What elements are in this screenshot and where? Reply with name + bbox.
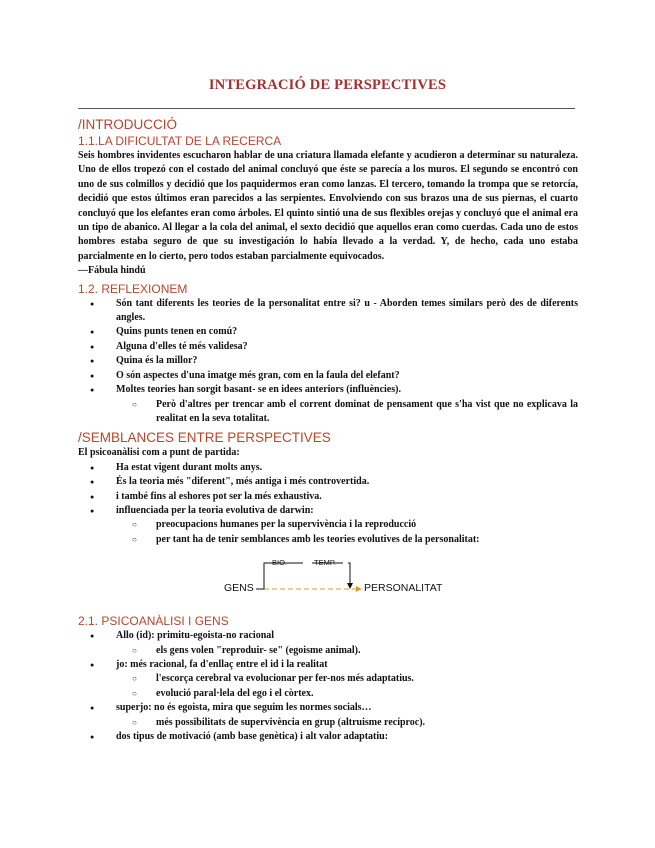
diagram-label-personalitat: PERSONALITAT bbox=[364, 582, 443, 595]
list-item: ● O són aspectes d'una imatge més gran, com en la faula del elefant? bbox=[78, 369, 578, 383]
title-divider bbox=[78, 108, 575, 109]
list-sub-item: ○ l'escorça cerebral va evolucionar per fer-nos més adaptatius. bbox=[78, 672, 578, 686]
diagram-arrowhead bbox=[347, 583, 353, 589]
list-item: ● Alguna d'elles té més validesa? bbox=[78, 340, 578, 354]
diagram-temp-path bbox=[348, 563, 350, 585]
reflexionem-list bbox=[78, 297, 578, 427]
page-title: INTEGRACIÓ DE PERSPECTIVES bbox=[208, 77, 447, 93]
subsection-heading-reflexionem: 1.2. REFLEXIONEM bbox=[78, 281, 188, 296]
list-sub-item: ○ per tant ha de tenir semblances amb les teories evolutives de la personalitat: bbox=[78, 533, 578, 547]
list-sub-item: ○ més possibilitats de supervivència en grup (altruisme recíproc). bbox=[78, 716, 578, 730]
list-item: ● Ha estat vigent durant molts anys. bbox=[78, 461, 578, 475]
list-item: ● Moltes teories han sorgit basant- se en idees anteriors (influències). bbox=[78, 383, 578, 397]
list-item: ● Són tant diferents les teories de la personalitat entre si? u - Aborden temes similars però des de diferents angles. bbox=[78, 297, 578, 326]
diagram-dashed-arrowhead bbox=[356, 586, 362, 592]
elephant-fable-paragraph: Seis hombres invidentes escucharon hablar de una criatura llamada elefante y acudieron a determinar su naturaleza. Uno de ellos tropezó con el costado del animal concluyó que éste se parecía a los muros. El segundo se encontró con uno de sus colmillos y decidió que los paquidermos eran como lanzas. El tercero, tomando la trompa que se retorcía, decidió que estos últimos eran parecidos a las serpientes. Envolviendo con sus brazos una de sus piernas, el cuarto concluyó que los elefantes eran como árboles. El quinto sintió una de sus flexibles orejas y concluyó que el animal era un tipo de abanico. Al llegar a la cola del animal, el sexto decidió que aquellos eran como cuerdas. Cada uno de estos hombres estaba seguro de que su investigación lo había llevado a la verdad. Y, de hecho, cada uno estaba parcialmente en lo cierto, pero todos estaban parcialmente equivocados. bbox=[78, 150, 578, 262]
section-heading-introduccio: /INTRODUCCIÓ bbox=[78, 117, 177, 132]
psicoanalisi-list bbox=[78, 629, 578, 744]
list-item: ● i també fins al eshores pot ser la més exhaustiva. bbox=[78, 490, 578, 504]
list-sub-item: ○ Però d'altres per trencar amb el corrent dominat de pensament que s'ha vist que no explicava la realitat en la seva totalitat. bbox=[78, 398, 578, 427]
semblances-intro: El psicoanàlisi com a punt de partida: bbox=[78, 447, 240, 459]
diagram-label-bio: BIO. bbox=[272, 558, 288, 568]
document-body bbox=[78, 116, 578, 744]
list-item: ● jo: més racional, fa d'enllaç entre el id i la realitat bbox=[78, 658, 578, 672]
list-item: ● Allo (id): primitu-egoista-no racional bbox=[78, 629, 578, 643]
list-item: ● dos tipus de motivació (amb base genètica) i alt valor adaptatiu: bbox=[78, 730, 578, 744]
list-sub-item: ○ preocupacions humanes per la supervivència i la reproducció bbox=[78, 518, 578, 532]
diagram-label-gens: GENS bbox=[224, 582, 254, 595]
list-item: ● És la teoria més "diferent", més antiga i més controvertida. bbox=[78, 475, 578, 489]
list-item: ● Quina és la millor? bbox=[78, 354, 578, 368]
subsection-heading-psicoanalisi: 2.1. PSICOANÀLISI I GENS bbox=[78, 614, 229, 629]
list-sub-item: ○ evolució paral·lela del ego i el còrtex. bbox=[78, 687, 578, 701]
diagram-label-temp: TEMP. bbox=[314, 558, 336, 568]
list-item: ● Quins punts tenen en comú? bbox=[78, 325, 578, 339]
list-item: ● superjo: no és egoista, mira que seguim les normes socials… bbox=[78, 701, 578, 715]
fable-source: —Fábula hindú bbox=[78, 265, 146, 277]
section-heading-semblances: /SEMBLANCES ENTRE PERSPECTIVES bbox=[78, 430, 331, 446]
list-item: ● influenciada per la teoria evolutiva de darwin: bbox=[78, 504, 578, 518]
semblances-list bbox=[78, 461, 578, 547]
gens-personalitat-diagram bbox=[78, 555, 578, 607]
subsection-heading-dificultat: 1.1.LA DIFICULTAT DE LA RECERCA bbox=[78, 134, 282, 148]
list-sub-item: ○ els gens volen "reproduir- se" (egoisme animal). bbox=[78, 644, 578, 658]
